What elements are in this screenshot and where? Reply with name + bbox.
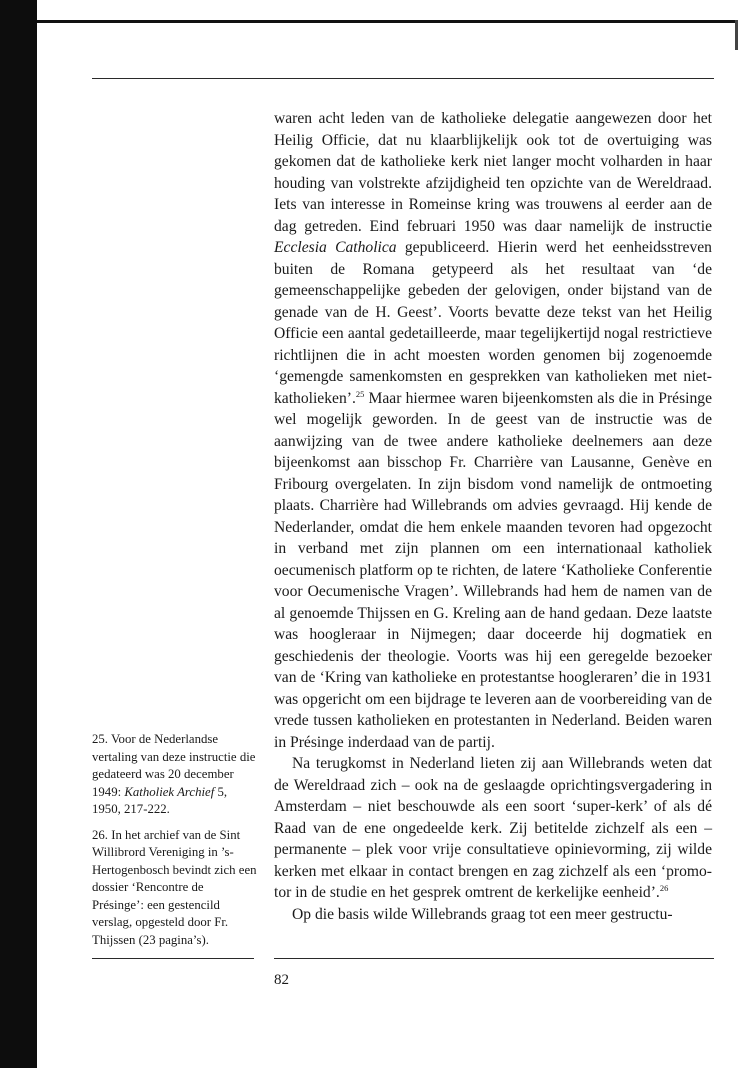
paragraph-1-part-c: Maar hiermee waren bijeenkomsten als die in Présinge wel mogelijk geworden. In de geest van de instructie was de aanwijzing van de twee andere katholieke deelnemers aan deze bijeenkomst aan bisschop Fr. Charrière van Lausanne, Genève en Fribourg overgelaten. In zijn bisdom vond namelijk de ontmoeting plaats. Charrière had Willebrands om advies gevraagd. Hij kende de Nederlander, omdat die hem enkele maanden tevoren had opgezocht in verband met zijn plannen om een internationaal katholiek oecumenisch platform op te richten, de latere ‘Katholieke Conferentie voor Oecumenische Vragen’. Willebrands had hem de namen van de al genoemde Thijssen en G. Kreling aan de hand gedaan. Deze laatste was hoogleraar in Nijmegen; daar doceerde hij dogmatiek en geschiedenis der theologie. Voorts was hij een geregelde bezoeker van de ‘Kring van katholieke en protestantse hoogleraren’ die in 1931 was opgericht om een bijdrage te leveren aan de voorbereiding van de vrede tussen katholieken en protestanten in Nederland. Beiden waren in Présinge inderdaad van de partij. [274, 389, 712, 751]
footnote-ref-25[interactable]: 25 [355, 388, 365, 399]
main-text-column [274, 108, 712, 925]
header-rule [92, 78, 714, 79]
ecclesia-catholica-title: Ecclesia Catholica [274, 239, 397, 256]
scan-top-edge [37, 20, 738, 23]
footnotes-column [92, 731, 258, 957]
paragraph-2 [274, 753, 712, 904]
footnote-26: 26. In het archief van de Sint Willibrord Vereniging in ’s-Hertogenbosch bevindt zich een dossier ‘Rencontre de Présinge’: een gestencild verslag, opgesteld door Fr. Thijssen (23 pagina’s). [92, 827, 257, 947]
footnote-ref-26[interactable]: 26 [659, 883, 669, 893]
footnote-25-part-b: 5, 1950, 217-222. [92, 784, 228, 816]
paragraph-1 [274, 108, 712, 753]
paragraph-1-part-b: gepubliceerd. Hierin werd het eenheidsstreven buiten de Romana getypeerd als het resultaat van ‘de gemeenschappelijke gebeden der gelovigen, onder bijstand van de genade van de H. Geest’. Voorts bevatte deze tekst van het Heilig Officie een aantal gedetailleerde, maar tegelijkertijd nogal restrictieve richtlijnen die in acht moesten worden genomen bij zogenoemde ‘gemengde samenkomsten en gesprekken van katholieken met niet-katholieken’. [274, 239, 712, 407]
paragraph-2-text: Na terugkomst in Nederland lieten zij aan Willebrands weten dat de Wereldraad zich – ook na de geslaagde oprichtingsvergadering in Amsterdam – niet beschouwde als een soort ‘super-kerk’ of als dé Raad van de ene ongedeelde kerk. Zij betitelde zichzelf als een – permanente – plek voor vrije consultatieve opinievorming, zij wilde kerken met elkaar in contact brengen en zag zichzelf als een ‘promotor in de studie en het gesprek omtrent de kerkelijke eenheid’. [274, 755, 712, 901]
footnote-25 [92, 731, 258, 819]
paragraph-3: Op die basis wilde Willebrands graag tot een meer gestructu- [292, 905, 673, 923]
footer-rule-right [274, 958, 714, 959]
katholiek-archief-title: Katholiek Archief [124, 784, 215, 799]
scan-dark-edge [0, 0, 37, 1068]
paragraph-1-part-a: waren acht leden van de katholieke delegatie aangewezen door het Heilig Officie, dat nu klaarblijkelijk ook tot de overtuiging was gekomen dat de katholieke kerk niet langer mocht volharden in haar houding van volstrekte afzijdigheid ten opzichte van de Wereldraad. Iets van interesse in Romeinse kring was trouwens al eerder aan de dag getreden. Eind februari 1950 was daar namelijk de instructie [274, 110, 712, 235]
footnote-25-part-a: 25. Voor de Nederlandse vertaling van deze instructie die gedateerd was 20 december 1949: [92, 732, 256, 799]
footer-rule-left [92, 958, 254, 959]
page-number: 82 [274, 972, 289, 988]
